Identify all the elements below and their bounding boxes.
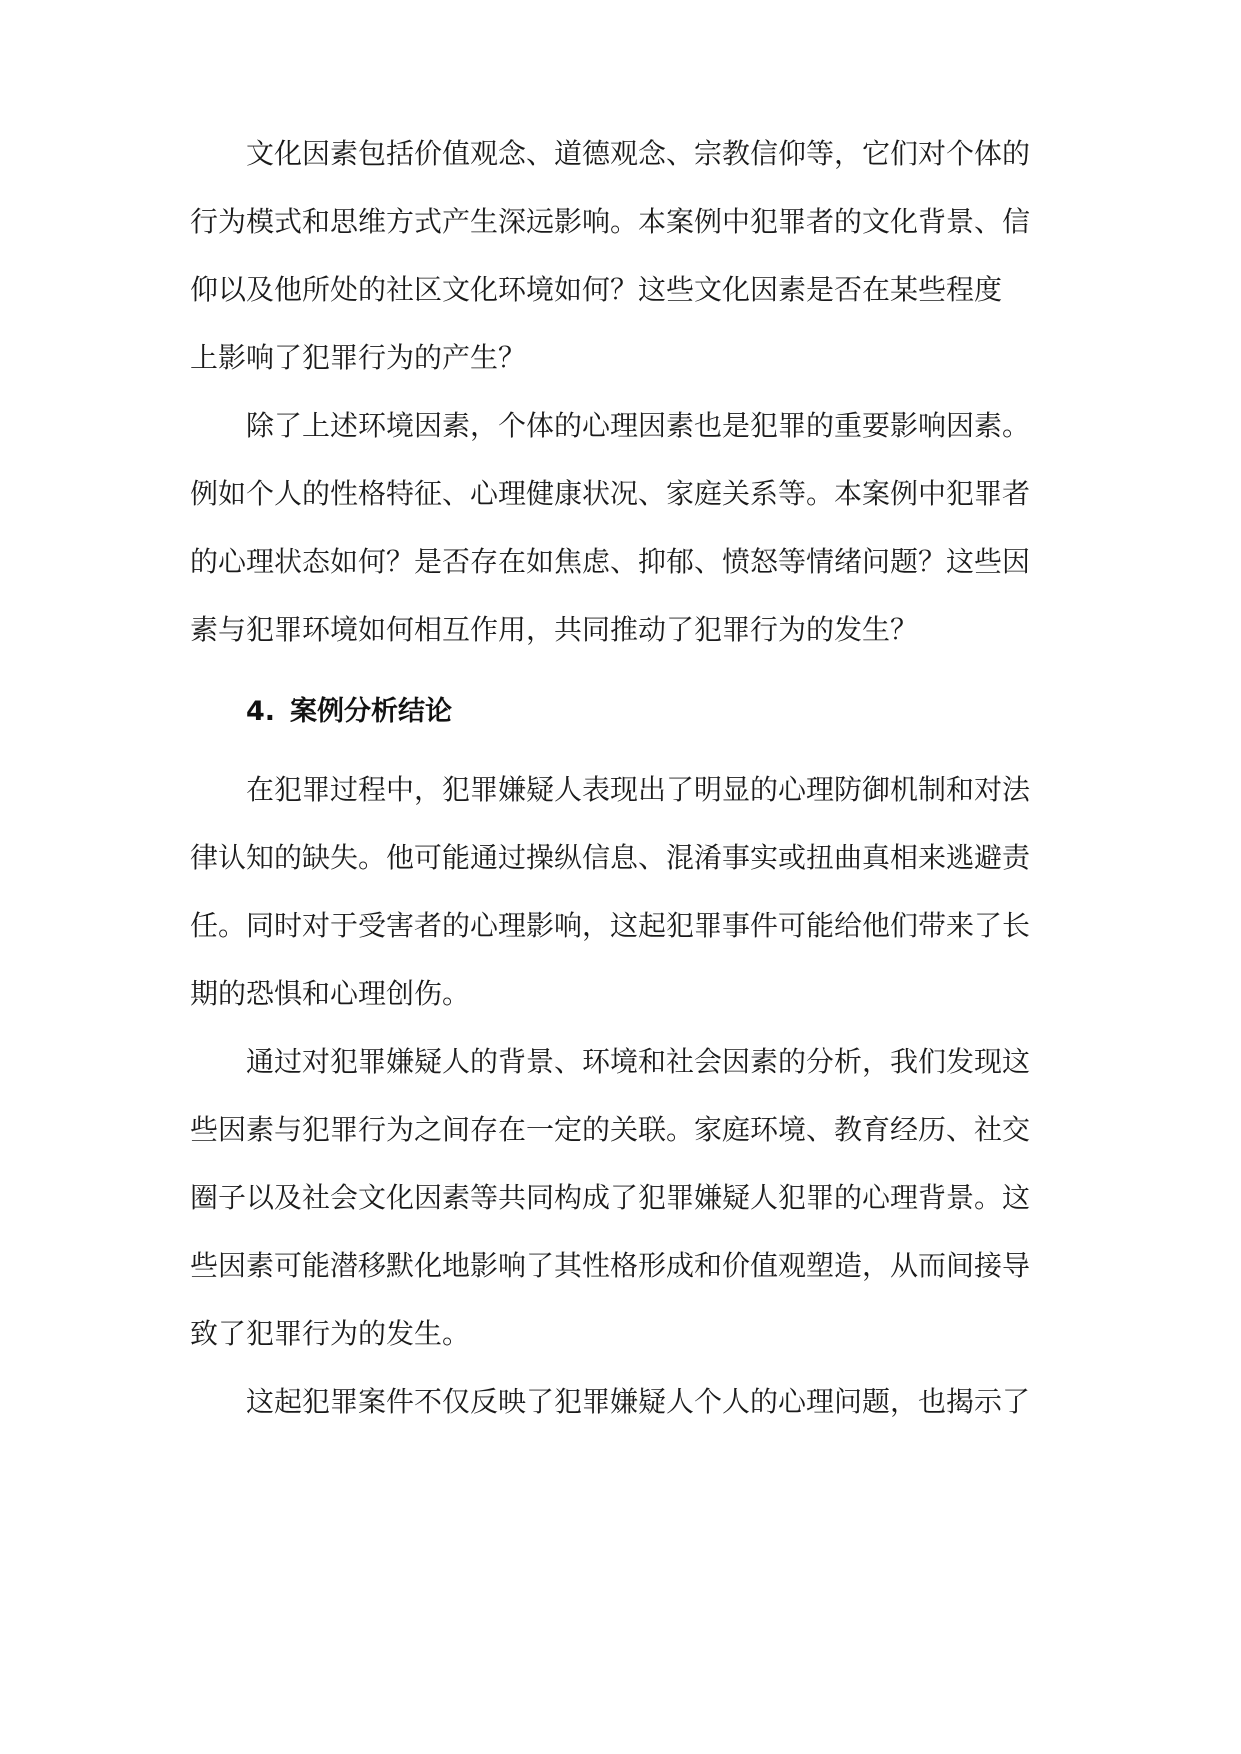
paragraph-2-line-2: 例如个人的性格特征、心理健康状况、家庭关系等。本案例中犯罪者 [190,477,1031,510]
paragraph-1-line-1: 文化因素包括价值观念、道德观念、宗教信仰等，它们对个体的 [246,137,1031,170]
paragraph-4-line-4: 些因素可能潜移默化地影响了其性格形成和价值观塑造，从而间接导 [190,1249,1031,1282]
paragraph-1-line-4: 上影响了犯罪行为的产生？ [190,341,527,374]
section-title: 案例分析结论 [290,696,452,727]
paragraph-4-line-5: 致了犯罪行为的发生。 [190,1317,471,1350]
paragraph-2-line-4: 素与犯罪环境如何相互作用，共同推动了犯罪行为的发生？ [190,613,919,646]
paragraph-4-line-2: 些因素与犯罪行为之间存在一定的关联。家庭环境、教育经历、社交 [190,1113,1031,1146]
paragraph-1-line-2: 行为模式和思维方式产生深远影响。本案例中犯罪者的文化背景、信 [190,205,1031,238]
paragraph-2-line-3: 的心理状态如何？是否存在如焦虑、抑郁、愤怒等情绪问题？这些因 [190,545,1031,578]
section-number: 4. [246,696,276,727]
paragraph-3-line-2: 律认知的缺失。他可能通过操纵信息、混淆事实或扭曲真相来逃避责 [190,841,1031,874]
section-heading [246,692,452,732]
paragraph-4-line-1: 通过对犯罪嫌疑人的背景、环境和社会因素的分析，我们发现这 [246,1045,1031,1078]
paragraph-2-line-1: 除了上述环境因素，个体的心理因素也是犯罪的重要影响因素。 [246,409,1031,442]
paragraph-1-line-3: 仰以及他所处的社区文化环境如何？这些文化因素是否在某些程度 [190,273,1003,306]
paragraph-5-line-1: 这起犯罪案件不仅反映了犯罪嫌疑人个人的心理问题，也揭示了 [246,1385,1031,1418]
paragraph-3-line-3: 任。同时对于受害者的心理影响，这起犯罪事件可能给他们带来了长 [190,909,1031,942]
paragraph-3-line-1: 在犯罪过程中，犯罪嫌疑人表现出了明显的心理防御机制和对法 [246,773,1031,806]
paragraph-3-line-4: 期的恐惧和心理创伤。 [190,977,471,1010]
paragraph-4-line-3: 圈子以及社会文化因素等共同构成了犯罪嫌疑人犯罪的心理背景。这 [190,1181,1031,1214]
